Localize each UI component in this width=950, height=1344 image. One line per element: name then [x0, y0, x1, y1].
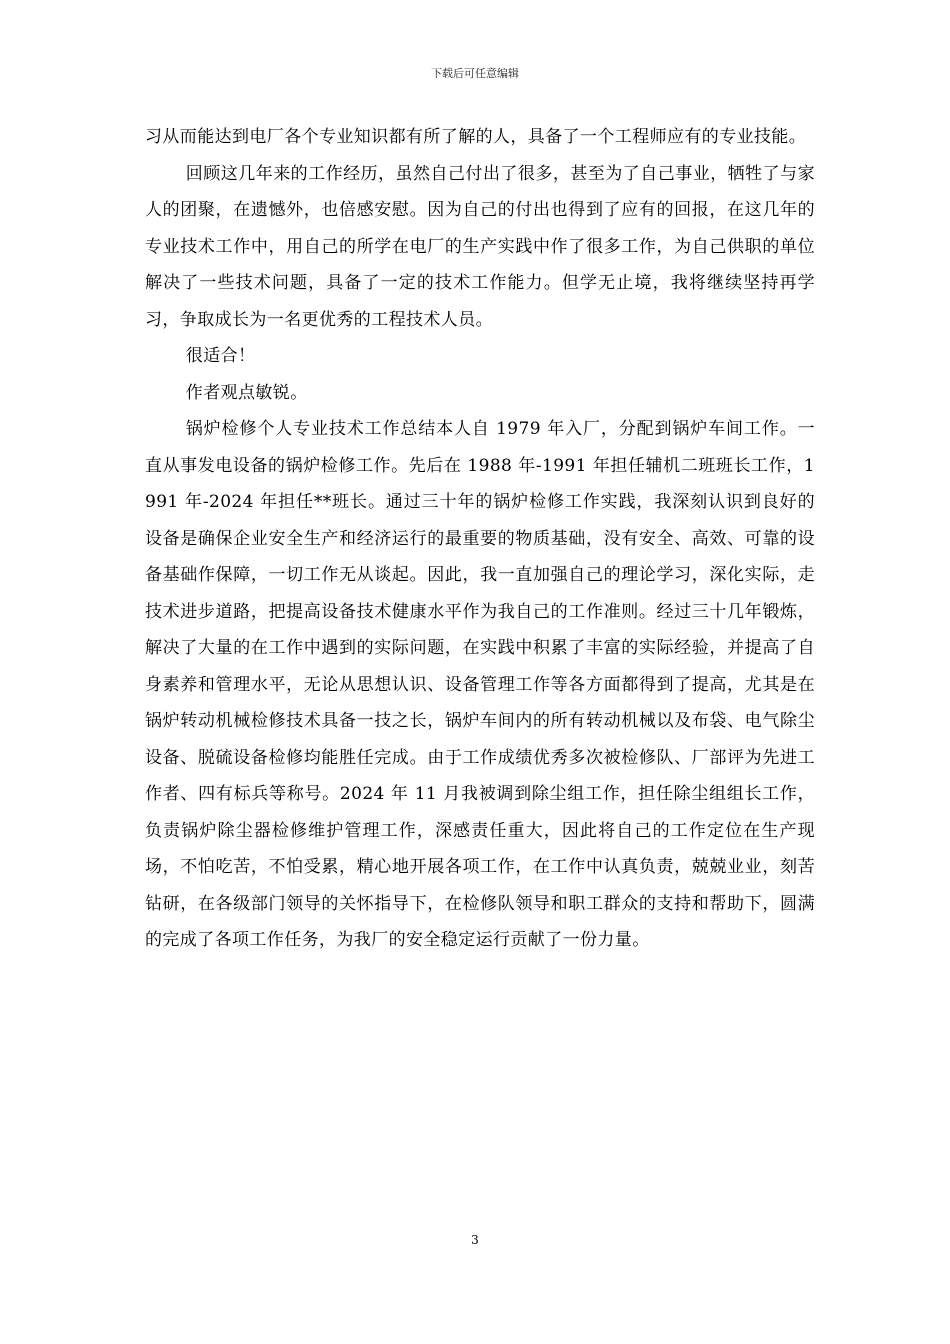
page-number: 3 [471, 1233, 479, 1247]
paragraph-comment-author: 作者观点敏锐。 [185, 382, 308, 403]
page-header: 下载后可任意编辑 [431, 67, 519, 80]
document-body [145, 119, 815, 959]
paragraph-comment-fit: 很适合！ [185, 346, 256, 366]
paragraph-continuation: 习从而能达到电厂各个专业知识都有所了解的人，具备了一个工程师应有的专业技能。 [145, 127, 807, 147]
paragraph-boiler-summary: 锅炉检修个人专业技术工作总结本人自 1979 年入厂，分配到锅炉车间工作。一直从事发电设备的锅炉检修工作。先后在 1988 年-1991 年担任辅机二班班长工作，1991 年-2024 年担任**班长。通过三十年的锅炉检修工作实践，我深刻认识到良好的设备是确保企业安全生产和经济运行的最重要的物质基础，没有安全、高效、可靠的设备基础作保障，一切工作无从谈起。因此，我一直加强自己的理论学习，深化实际，走技术进步道路，把提高设备技术健康水平作为我自己的工作准则。经过三十几年锻炼，解决了大量的在工作中遇到的实际问题，在实践中积累了丰富的实际经验，并提高了自身素养和管理水平，无论从思想认识、设备管理工作等各方面都得到了提高，尤其是在锅炉转动机械检修技术具备一技之长，锅炉车间内的所有转动机械以及布袋、电气除尘设备、脱硫设备检修均能胜任完成。由于工作成绩优秀多次被检修队、厂部评为先进工作者、四有标兵等称号。2024 年 11 月我被调到除尘组工作，担任除尘组组长工作，负责锅炉除尘器检修维护管理工作，深感责任重大，因此将自己的工作定位在生产现场，不怕吃苦，不怕受累，精心地开展各项工作，在工作中认真负责，兢兢业业，刻苦钻研，在各级部门领导的关怀指导下，在检修队领导和职工群众的支持和帮助下，圆满的完成了各项工作任务，为我厂的安全稳定运行贡献了一份力量。 [145, 419, 815, 950]
paragraph-review: 回顾这几年来的工作经历，虽然自己付出了很多，甚至为了自己事业，牺牲了与家人的团聚，在遗憾外，也倍感安慰。因为自己的付出也得到了应有的回报，在这几年的专业技术工作中，用自己的所学在电厂的生产实践中作了很多工作，为自己供职的单位解决了一些技术问题，具备了一定的技术工作能力。但学无止境，我将继续坚持再学习，争取成长为一名更优秀的工程技术人员。 [145, 163, 815, 330]
